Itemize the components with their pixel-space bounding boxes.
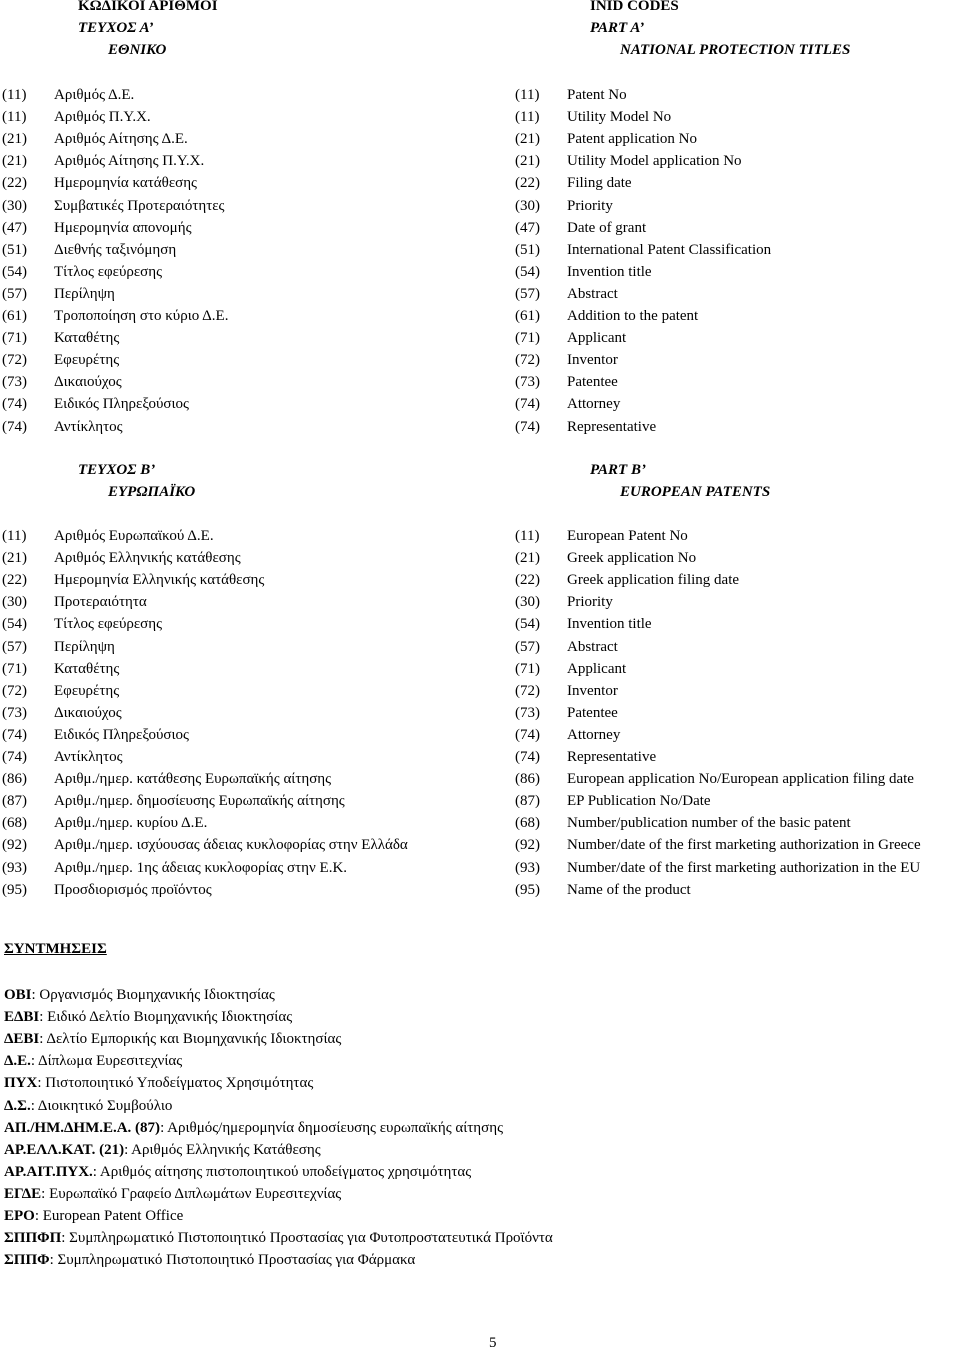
- item-label: Inventor: [567, 682, 618, 699]
- item-label: Number/date of the first marketing authorization in the EU: [567, 859, 921, 876]
- item-label: European Patent No: [567, 528, 688, 544]
- item-label: Priority: [567, 594, 613, 611]
- abbreviation-term: ΕΔΒΙ: [4, 1009, 40, 1026]
- header-part-a-gr: ΤΕΥΧΟΣ Α’: [78, 20, 154, 36]
- inid-code: (87): [515, 793, 540, 810]
- inid-code: (11): [515, 528, 540, 544]
- inid-code: (21): [515, 131, 540, 148]
- item-label: Αριθμός Ευρωπαϊκού Δ.Ε.: [54, 528, 214, 544]
- item-label: Δικαιούχος: [54, 704, 122, 721]
- item-label: International Patent Classification: [567, 241, 772, 258]
- part-b-list-item: [515, 637, 618, 657]
- part-b-list-item: [515, 526, 688, 546]
- item-label: Representative: [567, 749, 657, 765]
- part-a-list-item: [515, 240, 771, 260]
- abbreviation-term: ΕΓΔΕ: [4, 1185, 42, 1202]
- abbreviation-definition: : Συμπληρωματικό Πιστοποιητικό Προστασίας για Φάρμακα: [49, 1252, 416, 1269]
- inid-code: (74): [2, 749, 27, 765]
- inid-code: (57): [515, 638, 540, 655]
- item-label: Αριθμός Αίτησης Π.Υ.Χ.: [54, 153, 205, 170]
- inid-code: (47): [515, 219, 540, 236]
- part-b-list-item: [2, 592, 147, 612]
- part-a-list-item: [515, 262, 652, 282]
- abbreviation-term: ΣΠΠΦΠ: [4, 1230, 62, 1247]
- item-label: Ημερομηνία απονομής: [54, 219, 192, 236]
- inid-code: (95): [515, 881, 540, 898]
- part-b-list-item: [2, 659, 119, 679]
- item-label: Inventor: [567, 352, 618, 369]
- item-label: Τίτλος εφεύρεσης: [54, 616, 163, 633]
- part-b-list-item: [515, 725, 620, 745]
- inid-code: (86): [515, 771, 540, 788]
- inid-code: (11): [2, 528, 27, 544]
- inid-code: (54): [515, 263, 540, 280]
- inid-code: (74): [515, 749, 540, 765]
- item-label: Patent application No: [567, 131, 697, 148]
- inid-code: (73): [515, 704, 540, 721]
- inid-code: (30): [515, 197, 540, 214]
- part-b-list-item: [515, 614, 652, 634]
- part-a-list-item: [515, 129, 697, 149]
- item-label: Αριθμός Δ.Ε.: [54, 87, 135, 103]
- part-b-list-item: [2, 548, 241, 568]
- abbreviation-term: Δ.Ε.: [4, 1053, 31, 1070]
- item-label: Attorney: [567, 726, 621, 743]
- item-label: Applicant: [567, 660, 627, 677]
- part-a-list-item: [2, 394, 189, 414]
- abbreviation-definition: : Αριθμός αίτησης πιστοποιητικού υποδείγματος χρησιμότητας: [92, 1163, 472, 1180]
- part-b-list-item: [515, 835, 921, 855]
- item-label: Ημερομηνία Ελληνικής κατάθεσης: [54, 572, 265, 589]
- part-a-list-item: [515, 173, 632, 193]
- abbreviation-definition: : Αριθμός/ημερομηνία δημοσίευσης ευρωπαϊκής αίτησης: [160, 1119, 504, 1136]
- part-b-list-item: [515, 858, 920, 878]
- item-label: Αριθμ./ημερ. δημοσίευσης Ευρωπαϊκής αίτησης: [54, 793, 345, 810]
- item-label: Patent No: [567, 87, 627, 103]
- abbreviation-definition: : Διοικητικό Συμβούλιο: [30, 1097, 173, 1114]
- abbreviation-item: [4, 1096, 172, 1116]
- inid-code: (74): [2, 396, 27, 413]
- inid-code: (71): [515, 660, 540, 677]
- inid-code: (22): [515, 572, 540, 589]
- inid-code: (11): [2, 109, 27, 126]
- item-label: Περίληψη: [54, 638, 115, 655]
- inid-code: (74): [2, 418, 27, 435]
- part-a-list-item: [2, 350, 119, 370]
- item-label: Αριθμ./ημερ. κυρίου Δ.Ε.: [54, 815, 208, 832]
- header-national-gr: ΕΘΝΙΚΟ: [108, 42, 167, 58]
- abbreviation-term: ΣΠΠΦ: [4, 1252, 50, 1269]
- abbreviation-definition: : Δελτίο Εμπορικής και Βιομηχανικής Ιδιοκτησίας: [39, 1031, 342, 1048]
- part-a-list-item: [2, 107, 151, 127]
- inid-code: (73): [2, 704, 27, 721]
- abbreviation-item: [4, 1029, 341, 1049]
- item-label: Αριθμός Π.Υ.Χ.: [54, 109, 151, 126]
- header-part-b-en: PART B’: [590, 462, 646, 478]
- item-label: Διεθνής ταξινόμηση: [54, 241, 177, 258]
- part-a-list-item: [2, 218, 192, 238]
- abbreviation-term: ΑΡ.ΕΛΛ.ΚΑΤ. (21): [4, 1141, 125, 1158]
- abbreviation-definition: : Οργανισμός Βιομηχανικής Ιδιοκτησίας: [31, 987, 275, 1003]
- header-title-en: INID CODES: [590, 0, 679, 14]
- part-a-list-item: [515, 328, 626, 348]
- inid-code: (86): [2, 771, 27, 788]
- item-label: Greek application No: [567, 550, 697, 567]
- abbreviation-definition: : Αριθμός Ελληνικής Κατάθεσης: [124, 1141, 321, 1158]
- inid-code: (21): [2, 153, 27, 170]
- part-b-list-item: [515, 659, 626, 679]
- item-label: Abstract: [567, 285, 618, 302]
- abbreviation-definition: : Πιστοποιητικό Υποδείγματος Χρησιμότητας: [37, 1075, 314, 1092]
- inid-code: (54): [515, 616, 540, 633]
- item-label: Αριθμ./ημερ. 1ης άδειας κυκλοφορίας στην Ε.Κ.: [54, 859, 348, 876]
- inid-code: (73): [515, 374, 540, 391]
- item-label: Αριθμ./ημερ. ισχύουσας άδειας κυκλοφορίας στην Ελλάδα: [54, 837, 408, 854]
- inid-code: (74): [515, 396, 540, 413]
- header-part-a-en: PART A’: [590, 20, 645, 36]
- part-b-list-item: [515, 703, 618, 723]
- item-label: European application No/European application filing date: [567, 771, 914, 788]
- part-b-list-item: [2, 703, 122, 723]
- item-label: Date of grant: [567, 219, 647, 236]
- abbreviation-term: ΠΥΧ: [4, 1075, 38, 1092]
- abbreviation-term: Δ.Σ.: [4, 1097, 31, 1114]
- item-label: Ειδικός Πληρεξούσιος: [54, 396, 189, 413]
- inid-code: (22): [515, 175, 540, 192]
- item-label: Αριθμός Αίτησης Δ.Ε.: [54, 131, 188, 148]
- inid-code: (72): [2, 682, 27, 699]
- inid-code: (87): [2, 793, 27, 810]
- part-b-list-item: [515, 681, 618, 701]
- inid-code: (22): [2, 175, 27, 192]
- item-label: Περίληψη: [54, 285, 115, 302]
- header-title-gr: ΚΩΔΙΚΟΙ ΑΡΙΘΜΟΙ: [78, 0, 218, 14]
- inid-code: (74): [515, 726, 540, 743]
- part-a-list-item: [2, 151, 204, 171]
- inid-code: (30): [2, 594, 27, 611]
- part-a-list-item: [2, 173, 197, 193]
- item-label: Number/date of the first marketing authorization in Greece: [567, 837, 921, 854]
- part-b-list-item: [515, 570, 739, 590]
- item-label: Αντίκλητος: [54, 749, 123, 765]
- part-a-list-item: [2, 284, 115, 304]
- abbreviation-definition: : Δίπλωμα Ευρεσιτεχνίας: [30, 1053, 183, 1070]
- item-label: Filing date: [567, 175, 632, 192]
- part-b-list-item: [2, 880, 212, 900]
- item-label: Representative: [567, 418, 657, 435]
- part-a-list-item: [2, 262, 162, 282]
- inid-code: (51): [515, 241, 540, 258]
- item-label: Αριθμός Ελληνικής κατάθεσης: [54, 550, 241, 567]
- inid-code: (47): [2, 219, 27, 236]
- item-label: Utility Model No: [567, 109, 672, 126]
- part-b-list-item: [515, 769, 914, 789]
- inid-code: (21): [515, 153, 540, 170]
- inid-code: (71): [2, 660, 27, 677]
- inid-code: (54): [2, 616, 27, 633]
- part-b-list-item: [515, 813, 851, 833]
- header-european-gr: ΕΥΡΩΠΑΪΚΟ: [108, 484, 196, 500]
- part-a-list-item: [2, 129, 188, 149]
- part-a-list-item: [515, 350, 618, 370]
- abbreviation-item: [4, 1184, 341, 1204]
- item-label: Δικαιούχος: [54, 374, 122, 391]
- inid-code: (68): [515, 815, 540, 832]
- inid-code: (57): [2, 638, 27, 655]
- inid-code: (21): [2, 131, 27, 148]
- abbreviation-item: [4, 1250, 415, 1270]
- inid-code: (51): [2, 241, 27, 258]
- inid-code: (74): [515, 418, 540, 435]
- part-a-list-item: [2, 328, 119, 348]
- item-label: Τίτλος εφεύρεσης: [54, 263, 163, 280]
- part-a-list-item: [515, 218, 646, 238]
- item-label: Εφευρέτης: [54, 682, 120, 699]
- abbreviation-term: ΟΒΙ: [4, 987, 32, 1003]
- inid-code: (61): [2, 308, 27, 324]
- abbreviation-item: [4, 1228, 553, 1248]
- abbreviation-definition: : Ευρωπαϊκό Γραφείο Διπλωμάτων Ευρεσιτεχνίας: [41, 1185, 342, 1202]
- inid-code: (71): [2, 330, 27, 347]
- item-label: Καταθέτης: [54, 660, 120, 677]
- inid-code: (11): [515, 87, 540, 103]
- inid-code: (21): [2, 550, 27, 567]
- item-label: Greek application filing date: [567, 572, 740, 589]
- abbreviation-item: [4, 1206, 183, 1226]
- inid-code: (21): [515, 550, 540, 567]
- item-label: Ειδικός Πληρεξούσιος: [54, 726, 189, 743]
- inid-code: (92): [2, 837, 27, 854]
- header-european-en: EUROPEAN PATENTS: [620, 484, 771, 500]
- item-label: EP Publication No/Date: [567, 793, 711, 810]
- abbreviation-item: [4, 1007, 292, 1027]
- abbreviation-item: [4, 1118, 503, 1138]
- item-label: Αντίκλητος: [54, 418, 123, 435]
- item-label: Invention title: [567, 616, 652, 633]
- abbreviation-term: ΕΡΟ: [4, 1208, 35, 1224]
- inid-code: (68): [2, 815, 27, 832]
- inid-code: (93): [515, 859, 540, 876]
- part-b-list-item: [515, 548, 696, 568]
- abbreviation-item: [4, 1051, 182, 1071]
- abbreviation-term: ΑΡ.ΑΙΤ.ΠΥΧ.: [4, 1163, 93, 1180]
- part-b-list-item: [2, 681, 119, 701]
- abbreviation-term: ΔΕΒΙ: [4, 1031, 40, 1048]
- abbreviation-item: [4, 985, 275, 1005]
- item-label: Number/publication number of the basic patent: [567, 815, 851, 832]
- part-a-list-item: [515, 196, 613, 216]
- part-b-list-item: [2, 835, 408, 855]
- abbreviation-definition: : Συμπληρωματικό Πιστοποιητικό Προστασίας για Φυτοπροστατευτικά Προϊόντα: [61, 1230, 553, 1247]
- abbreviation-term: ΑΠ./ΗΜ.ΔΗΜ.Ε.Α. (87): [4, 1119, 161, 1136]
- item-label: Attorney: [567, 396, 621, 413]
- part-a-list-item: [515, 284, 618, 304]
- part-b-list-item: [2, 813, 207, 833]
- inid-code: (72): [515, 682, 540, 699]
- part-b-list-item: [515, 747, 656, 767]
- item-label: Patentee: [567, 704, 618, 721]
- inid-code: (11): [2, 87, 27, 103]
- part-b-list-item: [2, 614, 162, 634]
- inid-code: (92): [515, 837, 540, 854]
- item-label: Συμβατικές Προτεραιότητες: [54, 197, 225, 214]
- part-a-list-item: [515, 306, 698, 326]
- inid-code: (72): [2, 352, 27, 369]
- inid-code: (22): [2, 572, 27, 589]
- item-label: Patentee: [567, 374, 618, 391]
- inid-code: (57): [515, 285, 540, 302]
- item-label: Abstract: [567, 638, 618, 655]
- part-a-list-item: [515, 151, 742, 171]
- abbreviation-item: [4, 1162, 471, 1182]
- inid-code: (95): [2, 881, 27, 898]
- inid-code: (93): [2, 859, 27, 876]
- item-label: Addition to the patent: [567, 308, 699, 324]
- part-b-list-item: [2, 791, 345, 811]
- part-a-list-item: [2, 372, 122, 392]
- item-label: Καταθέτης: [54, 330, 120, 347]
- part-b-list-item: [2, 570, 264, 590]
- part-a-list-item: [2, 417, 123, 437]
- item-label: Applicant: [567, 330, 627, 347]
- header-national-en: NATIONAL PROTECTION TITLES: [620, 42, 851, 58]
- part-a-list-item: [2, 240, 176, 260]
- item-label: Τροποποίηση στο κύριο Δ.Ε.: [54, 308, 229, 324]
- inid-code: (61): [515, 308, 540, 324]
- inid-code: (30): [515, 594, 540, 611]
- item-label: Invention title: [567, 263, 652, 280]
- inid-code: (74): [2, 726, 27, 743]
- item-label: Αριθμ./ημερ. κατάθεσης Ευρωπαϊκής αίτησης: [54, 771, 332, 788]
- part-b-list-item: [2, 637, 115, 657]
- part-b-list-item: [2, 526, 214, 546]
- abbreviation-item: [4, 1140, 321, 1160]
- part-b-list-item: [2, 725, 189, 745]
- abbreviation-definition: : Ειδικό Δελτίο Βιομηχανικής Ιδιοκτησίας: [39, 1009, 293, 1026]
- part-b-list-item: [515, 880, 691, 900]
- item-label: Εφευρέτης: [54, 352, 120, 369]
- part-b-list-item: [515, 791, 711, 811]
- inid-code: (71): [515, 330, 540, 347]
- part-b-list-item: [2, 769, 331, 789]
- part-a-list-item: [515, 107, 671, 127]
- page-number: 5: [489, 1335, 497, 1351]
- part-a-list-item: [515, 372, 618, 392]
- abbreviation-item: [4, 1073, 313, 1093]
- inid-code: (30): [2, 197, 27, 214]
- part-a-list-item: [2, 85, 134, 105]
- item-label: Utility Model application No: [567, 153, 742, 170]
- item-label: Name of the product: [567, 881, 691, 898]
- part-b-list-item: [2, 747, 123, 767]
- item-label: Ημερομηνία κατάθεσης: [54, 175, 197, 192]
- abbreviation-definition: : European Patent Office: [34, 1208, 184, 1224]
- inid-code: (11): [515, 109, 540, 126]
- part-b-list-item: [515, 592, 613, 612]
- inid-code: (72): [515, 352, 540, 369]
- inid-code: (54): [2, 263, 27, 280]
- part-b-list-item: [2, 858, 347, 878]
- part-a-list-item: [515, 417, 656, 437]
- part-a-list-item: [2, 196, 224, 216]
- part-a-list-item: [2, 306, 228, 326]
- abbreviations-title: ΣΥΝΤΜΗΣΕΙΣ: [4, 941, 107, 957]
- header-part-b-gr: ΤΕΥΧΟΣ Β’: [78, 462, 156, 478]
- item-label: Priority: [567, 197, 613, 214]
- inid-code: (57): [2, 285, 27, 302]
- item-label: Προτεραιότητα: [54, 594, 147, 611]
- inid-code: (73): [2, 374, 27, 391]
- item-label: Προσδιορισμός προϊόντος: [54, 881, 212, 898]
- part-a-list-item: [515, 85, 627, 105]
- part-a-list-item: [515, 394, 620, 414]
